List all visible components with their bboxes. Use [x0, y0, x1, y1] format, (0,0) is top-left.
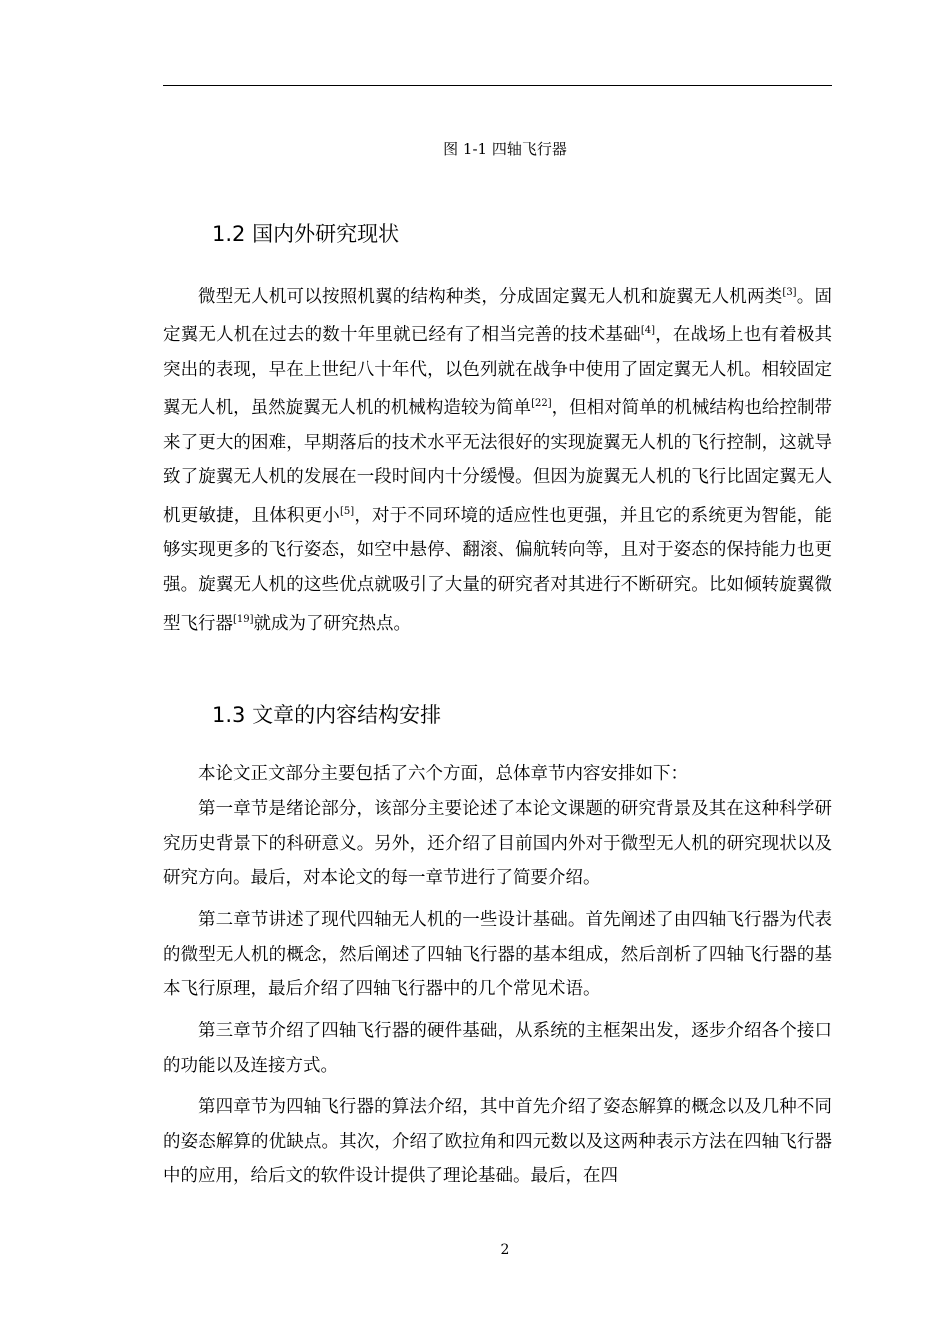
chapter-2-paragraph: 第二章节讲述了现代四轴无人机的一些设计基础。首先阐述了由四轴飞行器为代表的微型无人机的概念，然后阐述了四轴飞行器的基本组成，然后剖析了四轴飞行器的基本飞行原理，最后介绍了四轴飞行器中的几个常见术语。 — [163, 910, 832, 1000]
section-heading-1-3: 1.3 文章的内容结构安排 — [212, 703, 442, 727]
section-1-3-intro-paragraph: 本论文正文部分主要包括了六个方面，总体章节内容安排如下： — [198, 764, 688, 784]
figure-caption: 图 1-1 四轴飞行器 — [443, 140, 567, 158]
chapter-3-paragraph: 第三章节介绍了四轴飞行器的硬件基础，从系统的主框架出发，逐步介绍各个接口的功能以及连接方式。 — [163, 1021, 832, 1076]
chapter-1-paragraph: 第一章节是绪论部分，该部分主要论述了本论文课题的研究背景及其在这种科学研究历史背景下的科研意义。另外，还介绍了目前国内外对于微型无人机的研究现状以及研究方向。最后，对本论文的每一章节进行了简要介绍。 — [163, 799, 832, 889]
header-rule — [163, 85, 832, 86]
citation-marker: [3] — [782, 287, 797, 298]
chapter-4-paragraph: 第四章节为四轴飞行器的算法介绍，其中首先介绍了姿态解算的概念以及几种不同的姿态解算的优缺点。其次，介绍了欧拉角和四元数以及这两种表示方法在四轴飞行器中的应用，给后文的软件设计提供了理论基础。最后，在四 — [163, 1097, 832, 1187]
page-number: 2 — [500, 1242, 510, 1258]
citation-marker: [19] — [233, 613, 254, 625]
section-heading-1-2: 1.2 国内外研究现状 — [212, 222, 400, 246]
citation-marker: [5] — [339, 506, 355, 518]
citation-marker: [22] — [531, 398, 552, 410]
section-1-2-paragraph: 微型无人机可以按照机翼的结构种类，分成固定翼无人机和旋翼无人机两类[3]。固定翼无人机在过去的数十年里就已经有了相当完善的技术基础[4]，在战场上也有着极其突出的表现，早在上世纪八十年代，以色列就在战争中使用了固定翼无人机。相较固定翼无人机，虽然旋翼无人机的机械构造较为简单[22]，但相对简单的机械结构也给控制带来了更大的困难，早期落后的技术水平无法很好的实现旋翼无人机的飞行控制，这就导致了旋翼无人机的发展在一段时间内十分缓慢。但因为旋翼无人机的飞行比固定翼无人机更敏捷，且体积更小[5]，对于不同环境的适应性也更强，并且它的系统更为智能，能够实现更多的飞行姿态，如空中悬停、翻滚、偏航转向等，且对于姿态的保持能力也更强。旋翼无人机的这些优点就吸引了大量的研究者对其进行不断研究。比如倾转旋翼微型飞行器[19]就成为了研究热点。 — [163, 286, 833, 634]
citation-marker: [4] — [640, 325, 656, 337]
